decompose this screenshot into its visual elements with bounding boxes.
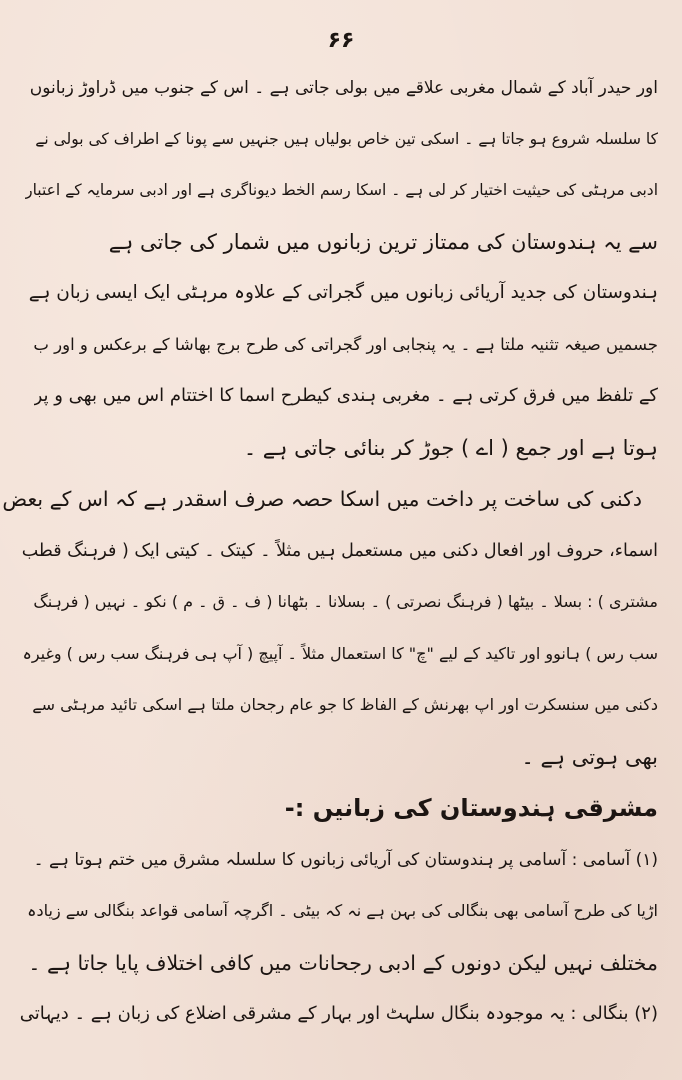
text-line-7: کے تلفظ میں فرق کرتی ہے ۔ مغربی ہندی کیطرح اسما کا اختتام اس میں بھی و پر bbox=[33, 385, 658, 406]
text-line-5: ہندوستان کی جدید آریائی زبانوں میں گجراتی کے علاوہ مرہٹی ایک ایسی زبان ہے bbox=[28, 282, 658, 303]
text-line-17: اڑیا کی طرح آسامی بھی بنگالی کی بہن ہے نہ کہ بیٹی ۔ اگرچہ آسامی قواعد بنگالی سے زیادہ bbox=[27, 901, 658, 920]
text-line-3: ادبی مرہٹی کی حیثیت اختیار کر لی ہے ۔ اسکا رسم الخط دیوناگری ہے اور ادبی سرمایہ کے اعتبار bbox=[25, 181, 658, 199]
page-number: ۶۶ bbox=[327, 28, 355, 53]
text-line-6: جسمیں صیغہ تثنیہ ملتا ہے ۔ یہ پنجابی اور گجراتی کی طرح برج بھاشا کے برعکس و اور ب bbox=[33, 335, 658, 354]
text-line-4: سے یہ ہندوستان کی ممتاز ترین زبانوں میں شمار کی جاتی ہے bbox=[108, 230, 658, 254]
text-line-11: مشتری ) : بسلا ۔ بیٹھا ( فرہنگ نصرتی ) ۔ بسلانا ۔ بٹھانا ( ف ۔ ق ۔ م ) نکو ۔ نہیں ( فرہنگ bbox=[33, 592, 658, 611]
section-heading: مشرقی ہندوستان کی زبانیں :- bbox=[284, 794, 658, 822]
text-line-12: سب رس ) ہانوو اور تاکید کے لیے "چ" کا استعمال مثلاً ۔ آپیچ ( آپ ہی فرہنگ سب رس ) وغیرہ bbox=[22, 644, 658, 663]
text-line-19: (۲) بنگالی : یہ موجودہ بنگال سلہٹ اور بہار کے مشرقی اضلاع کی زبان ہے ۔ دیہاتی bbox=[19, 1003, 658, 1024]
text-line-1: اور حیدر آباد کے شمال مغربی علاقے میں بولی جاتی ہے ۔ اس کے جنوب میں ڈراوڑ زبانوں bbox=[29, 78, 658, 98]
text-line-10: اسماء، حروف اور افعال دکنی میں مستعمل ہیں مثلاً ۔ کیتک ۔ کیتی ایک ( فرہنگ قطب bbox=[21, 541, 658, 561]
text-line-13: دکنی میں سنسکرت اور اپ بھرنش کے الفاظ کا جو عام رجحان ملتا ہے اسکی تائید مرہٹی سے bbox=[32, 695, 658, 714]
text-line-8: ہوتا ہے اور جمع ( اے ) جوڑ کر بنائی جاتی ہے ۔ bbox=[243, 436, 658, 460]
text-line-9: دکنی کی ساخت پر داخت میں اسکا حصہ صرف اسقدر ہے کہ اس کے بعض bbox=[2, 487, 642, 511]
text-line-16: (۱) آسامی : آسامی پر ہندوستان کی آریائی زبانوں کا سلسلہ مشرق میں ختم ہوتا ہے ۔ bbox=[33, 850, 658, 870]
text-line-14: بھی ہوتی ہے ۔ bbox=[521, 745, 658, 769]
text-line-18: مختلف نہیں لیکن دونوں کے ادبی رجحانات میں کافی اختلاف پایا جاتا ہے ۔ bbox=[28, 951, 658, 975]
text-line-2: کا سلسلہ شروع ہو جاتا ہے ۔ اسکی تین خاص بولیاں ہیں جنہیں سے پونا کے اطراف کی بولی نے bbox=[35, 130, 658, 148]
